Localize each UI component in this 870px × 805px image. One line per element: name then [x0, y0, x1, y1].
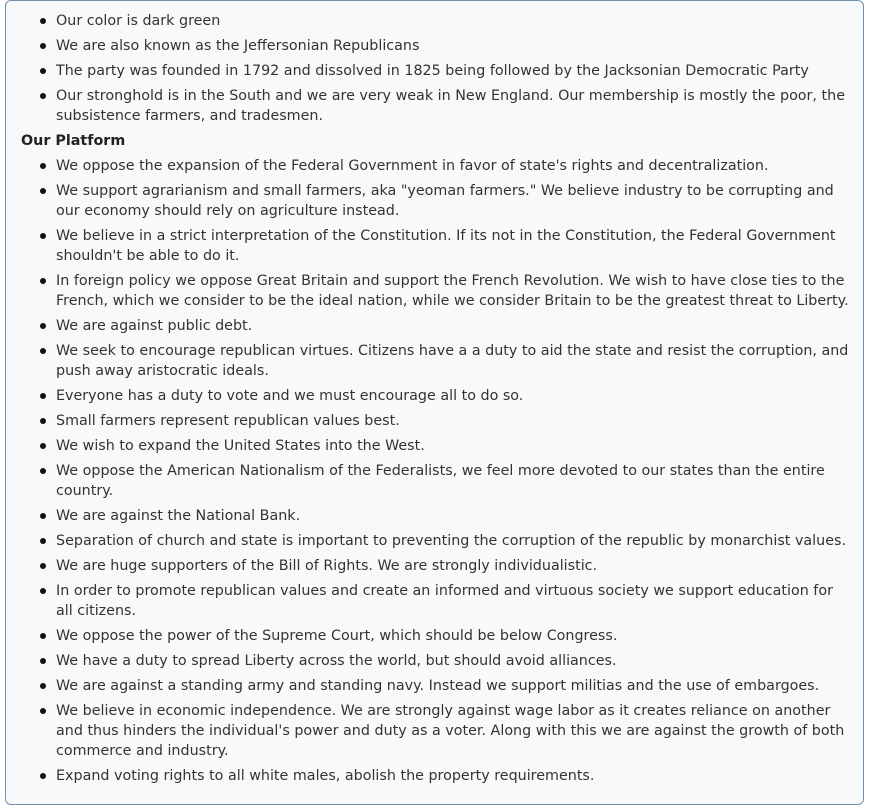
list-item: We seek to encourage republican virtues. Citizens have a a duty to aid the state and resist the corruption, and push away aristocratic ideals. [56, 341, 854, 381]
list-item: We oppose the power of the Supreme Court, which should be below Congress. [56, 626, 854, 646]
list-item: Small farmers represent republican values best. [56, 411, 854, 431]
list-item: The party was founded in 1792 and dissolved in 1825 being followed by the Jacksonian Democratic Party [56, 61, 854, 81]
list-item: We support agrarianism and small farmers, aka "yeoman farmers." We believe industry to be corrupting and our economy should rely on agriculture instead. [56, 181, 854, 221]
content-panel [5, 0, 864, 805]
platform-heading: Our Platform [21, 133, 126, 149]
intro-list [6, 11, 854, 131]
list-item: We believe in economic independence. We are strongly against wage labor as it creates reliance on another and thus hinders the individual's power and duty as a voter. Along with this we are against the growth of both commerce and industry. [56, 701, 854, 761]
list-item: We are against a standing army and standing navy. Instead we support militias and the use of embargoes. [56, 676, 854, 696]
list-item: Our stronghold is in the South and we are very weak in New England. Our membership is mostly the poor, the subsistence farmers, and tradesmen. [56, 86, 854, 126]
list-item: We oppose the American Nationalism of the Federalists, we feel more devoted to our states than the entire country. [56, 461, 854, 501]
list-item: In foreign policy we oppose Great Britain and support the French Revolution. We wish to have close ties to the French, which we consider to be the ideal nation, while we consider Britain to be the greatest threat to Liberty. [56, 271, 854, 311]
list-item: We are against the National Bank. [56, 506, 854, 526]
list-item: Expand voting rights to all white males, abolish the property requirements. [56, 766, 854, 786]
list-item: In order to promote republican values and create an informed and virtuous society we support education for all citizens. [56, 581, 854, 621]
list-item: We believe in a strict interpretation of the Constitution. If its not in the Constitution, the Federal Government shouldn't be able to do it. [56, 226, 854, 266]
list-item: We are against public debt. [56, 316, 854, 336]
list-item: We are also known as the Jeffersonian Republicans [56, 36, 854, 56]
list-item: Separation of church and state is important to preventing the corruption of the republic by monarchist values. [56, 531, 854, 551]
list-item: Everyone has a duty to vote and we must encourage all to do so. [56, 386, 854, 406]
platform-list [6, 156, 854, 791]
list-item: Our color is dark green [56, 11, 854, 31]
list-item: We have a duty to spread Liberty across the world, but should avoid alliances. [56, 651, 854, 671]
list-item: We oppose the expansion of the Federal Government in favor of state's rights and decentralization. [56, 156, 854, 176]
list-item: We are huge supporters of the Bill of Rights. We are strongly individualistic. [56, 556, 854, 576]
list-item: We wish to expand the United States into the West. [56, 436, 854, 456]
